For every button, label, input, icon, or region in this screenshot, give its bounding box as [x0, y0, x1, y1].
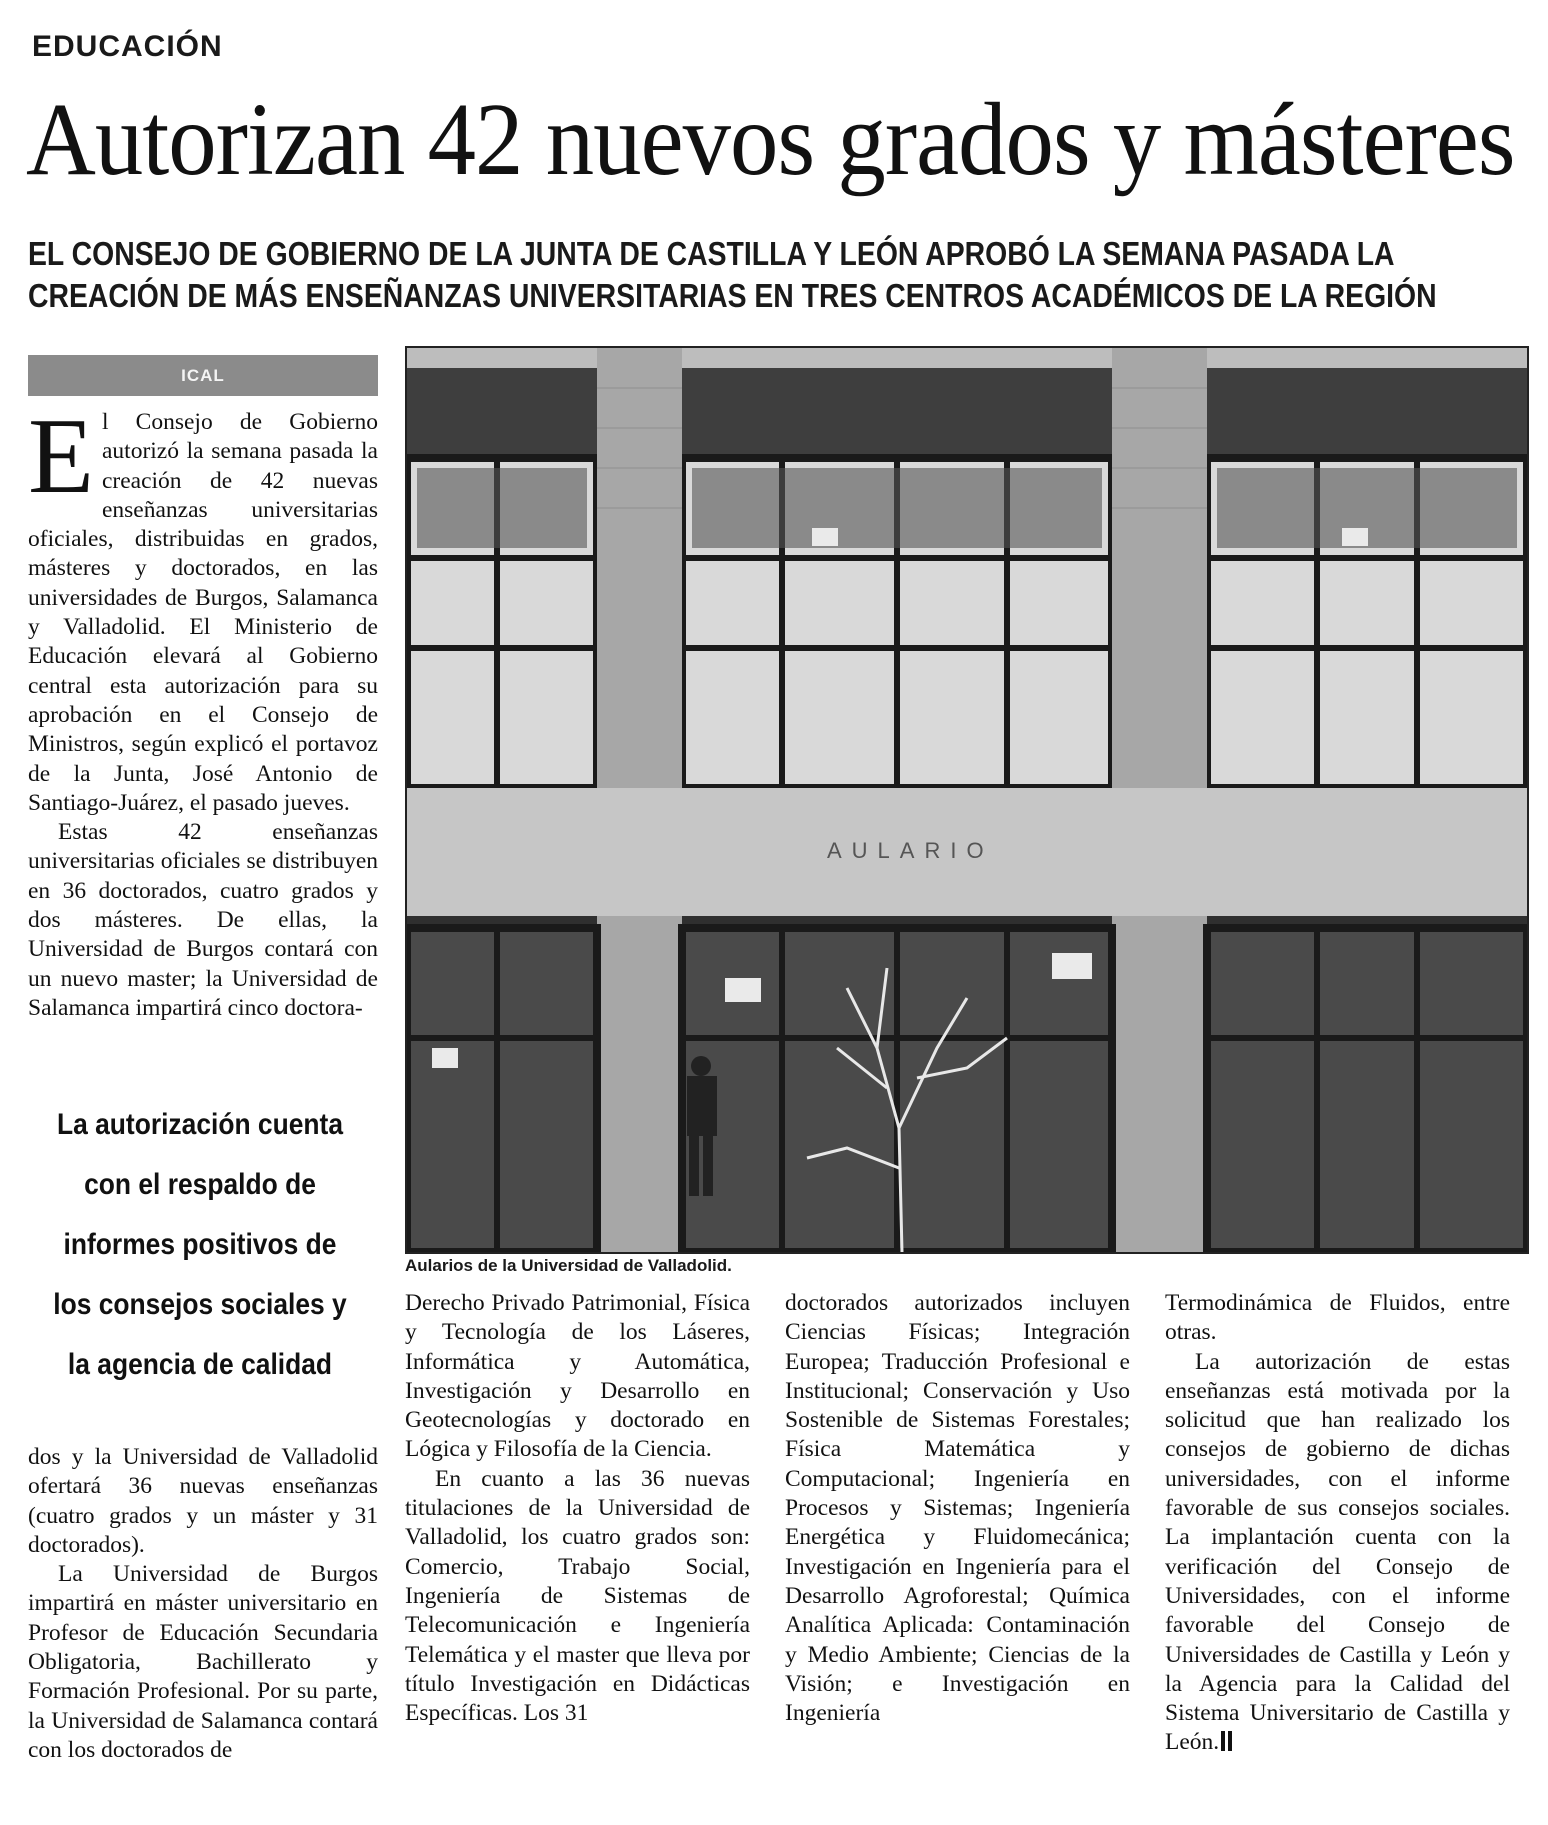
- paragraph: [1165, 1348, 1510, 1758]
- deck: [28, 233, 1437, 317]
- closing-paragraph-text: La autorización de estas enseñanzas está motivada por la solicitud que han realizado los consejos de gobierno de dichas universidades, con el informe favorable de sus consejos sociales. La implantación cuenta con la verificación del Consejo de Universidades, con el informe favorable del Consejo de Universidades de Castilla y León y la Agencia para la Calidad del Sistema Universitario de Castilla y León.: [1165, 1348, 1510, 1756]
- deck-line-1: EL CONSEJO DE GOBIERNO DE LA JUNTA DE CASTILLA Y LEÓN APROBÓ LA SEMANA PASADA LA: [28, 235, 1395, 272]
- paragraph: En cuanto a las 36 nuevas titulaciones de la Universidad de Valladolid, los cuatro grados son: Comercio, Trabajo Social, Ingeniería de Sistemas de Telecomunicación e Ingeniería Telemática y el master que lleva por título Investigación en Didácticas Específicas. Los 31: [405, 1465, 750, 1727]
- drop-cap: E: [28, 397, 94, 516]
- pull-quote: La autorización cuenta con el respaldo de informes positivos de los consejos sociales y la agencia de calidad: [53, 1108, 347, 1381]
- photo: [405, 346, 1529, 1254]
- deck-line-2: CREACIÓN DE MÁS ENSEÑANZAS UNIVERSITARIAS EN TRES CENTROS ACADÉMICOS DE LA REGIÓN: [28, 277, 1437, 314]
- paragraph: La Universidad de Burgos impartirá en máster universitario en Profesor de Educación Secundaria Obligatoria, Bachillerato y Formación Profesional. Por su parte, la Universidad de Salamanca contará con los doctorados de: [28, 1561, 378, 1763]
- lead-paragraph: [28, 397, 378, 818]
- paragraph: Estas 42 enseñanzas universitarias oficiales se distribuyen en 36 doctorados, cuatro grados y dos másteres. De ellas, la Universidad de Burgos contará con un nuevo master; la Universidad de Salamanca impartirá cinco doctora-: [28, 819, 378, 1021]
- building-sign: AULARIO: [827, 838, 994, 863]
- column-3: [785, 1289, 1130, 1728]
- paragraph: Derecho Privado Patrimonial, Física y Tecnología de los Láseres, Informática y Automática, Investigación y Desarrollo en Geotecnologías y doctorado en Lógica y Filosofía de la Ciencia.: [405, 1290, 750, 1463]
- column-2: [405, 1289, 750, 1728]
- section-label: EDUCACIÓN: [32, 30, 223, 63]
- photo-caption: Aularios de la Universidad de Valladolid.: [405, 1256, 732, 1275]
- building-photo: [407, 348, 1527, 1252]
- paragraph: dos y la Universidad de Valladolid ofertará 36 nuevas enseñanzas (cuatro grados y un máster y 31 doctorados).: [28, 1444, 378, 1558]
- end-mark: [1221, 1731, 1225, 1751]
- column-1-bottom: [28, 1443, 378, 1765]
- lead-paragraph-text: l Consejo de Gobierno autorizó la semana pasada la creación de 42 nuevas enseñanzas universitarias oficiales, distribuidas en grados, másteres y doctorados, en las universidades de Burgos, Salamanca y Valladolid. El Ministerio de Educación elevará al Gobierno central esta autorización para su aprobación en el Consejo de Ministros, según explicó el portavoz de la Junta, José Antonio de Santiago-Juárez, el pasado jueves.: [28, 409, 378, 816]
- column-4: [1165, 1289, 1510, 1758]
- paragraph: Termodinámica de Fluidos, entre otras.: [1165, 1290, 1510, 1346]
- source-bar: [28, 355, 378, 396]
- paragraph: doctorados autorizados incluyen Ciencias Físicas; Integración Europea; Traducción Profesional e Institucional; Conservación y Uso Sostenible de Sistemas Forestales; Física Matemática y Computacional; Ingeniería en Procesos y Sistemas; Ingeniería Energética y Fluidomecánica; Investigación en Ingeniería para el Desarrollo Agroforestal; Química Analítica Aplicada: Contaminación y Medio Ambiente; Ciencias de la Visión; e Investigación en Ingeniería: [785, 1290, 1130, 1727]
- headline: Autorizan 42 nuevos grados y másteres: [26, 82, 1515, 197]
- source-label: ICAL: [181, 365, 225, 385]
- column-1-top: [28, 397, 378, 1023]
